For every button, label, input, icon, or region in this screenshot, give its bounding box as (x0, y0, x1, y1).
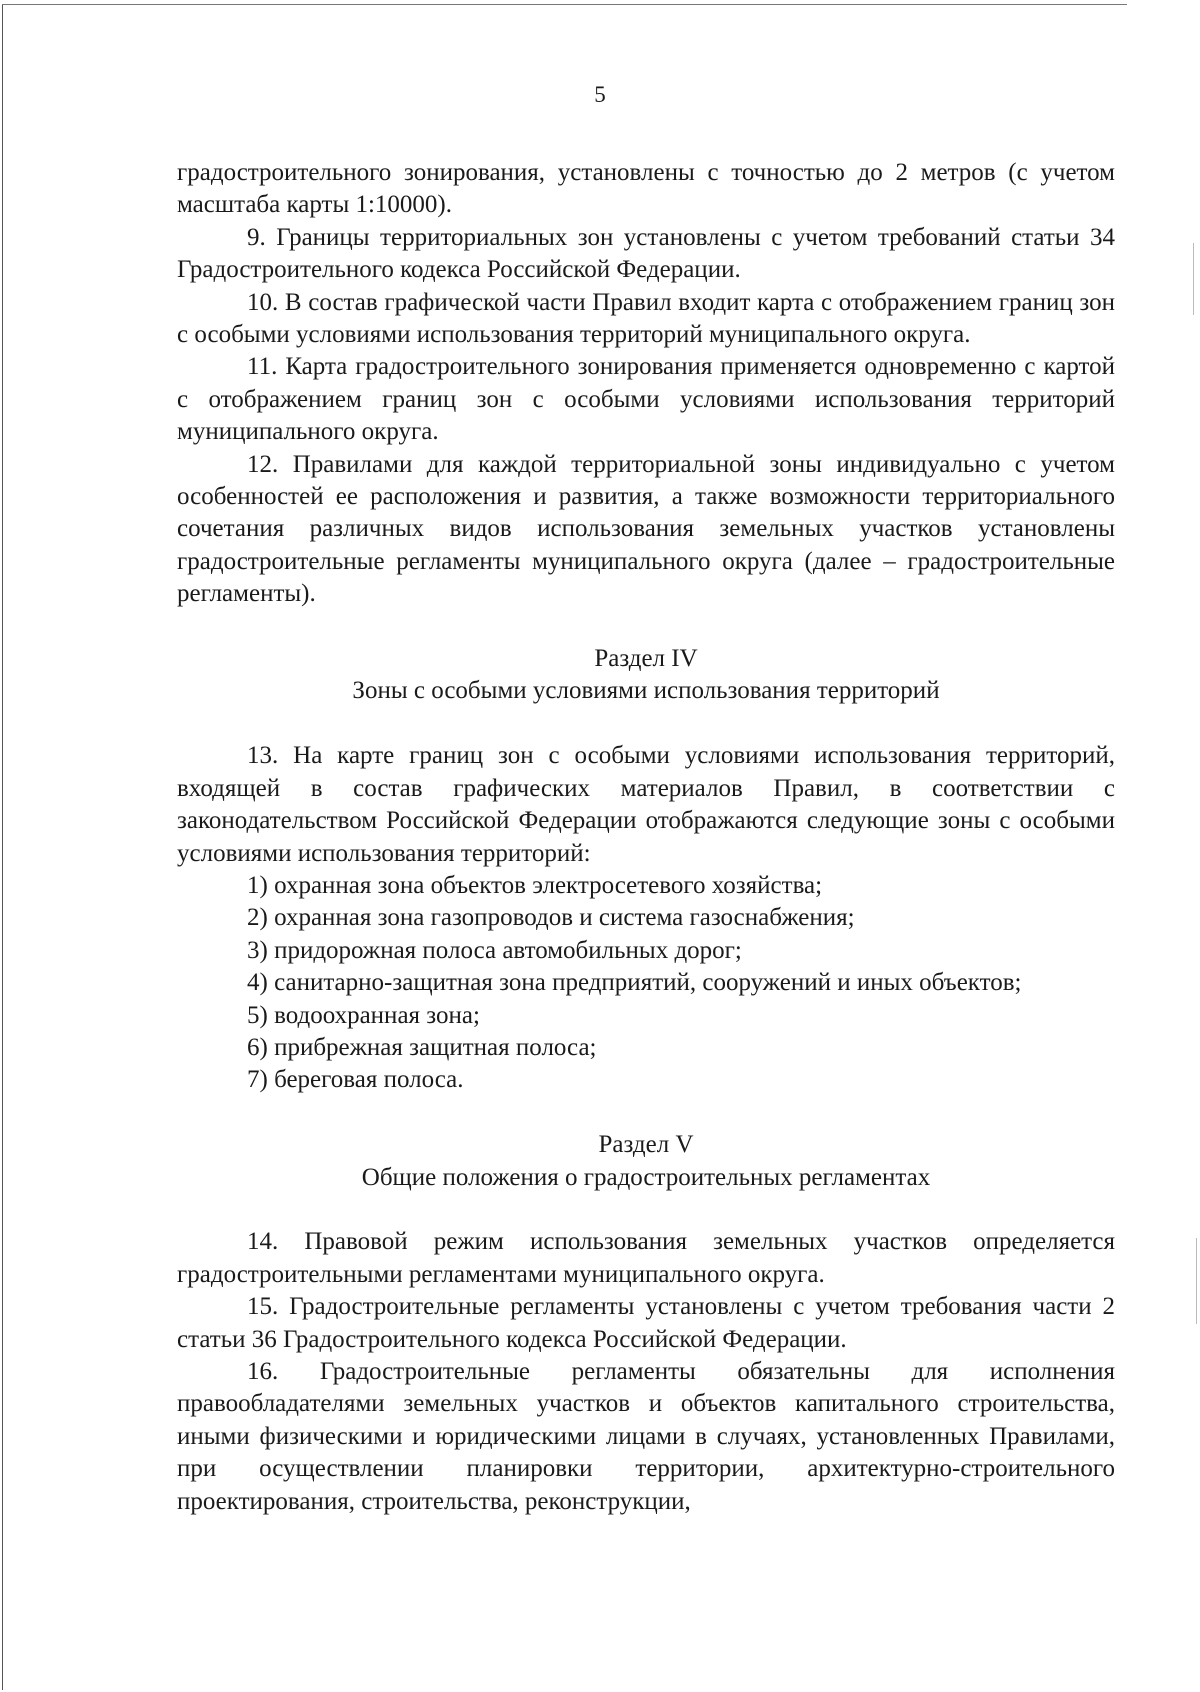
scan-edge-top (2, 4, 1127, 5)
list-item: 3) придорожная полоса автомобильных дорог; (247, 936, 742, 964)
paragraph-10: 10. В состав графической части Правил входит карта с отображением границ зон с особыми условиями использования территорий муниципального округа. (177, 288, 1115, 349)
page-number: 5 (594, 82, 606, 107)
paragraph-9: 9. Границы территориальных зон установлены с учетом требований статьи 34 Градостроительного кодекса Российской Федерации. (177, 223, 1115, 284)
section-4-label: Раздел IV (594, 645, 698, 673)
list-item: 2) охранная зона газопроводов и система газоснабжения; (247, 904, 855, 932)
section-5-title: Общие положения о градостроительных регламентах (361, 1163, 931, 1191)
section-4-title: Зоны с особыми условиями использования территорий (352, 677, 940, 705)
paragraph-15: 15. Градостроительные регламенты установлены с учетом требования части 2 статьи 36 Градостроительного кодекса Российской Федерации. (177, 1293, 1115, 1353)
paragraph-12: 12. Правилами для каждой территориальной зоны индивидуально с учетом особенностей ее расположения и развития, а также возможности территориального сочетания различных видов использования земельных участков установлены градостроительные регламенты муниципального округа (далее – градостроительные регламенты). (177, 450, 1115, 608)
paragraph-13: 13. На карте границ зон с особыми условиями использования территорий, входящей в состав графических материалов Правил, в соответствии с законодательством Российской Федерации отображаются следующие зоны с особыми условиями использования территорий: (177, 742, 1115, 867)
document-body (177, 157, 1115, 1518)
scan-mark (1196, 1238, 1197, 1324)
paragraph-11: 11. Карта градостроительного зонирования применяется одновременно с картой с отображением границ зон с особыми условиями использования территорий муниципального округа. (177, 353, 1115, 446)
list-item: 6) прибрежная защитная полоса; (247, 1033, 597, 1061)
paragraph-16: 16. Градостроительные регламенты обязательны для исполнения правообладателями земельных участков и объектов капитального строительства, иными физическими и юридическими лицами в случаях, установленных Правилами, при осуществлении планировки территории, архитектурно-строительного проектирования, строительства, реконструкции, (177, 1357, 1115, 1515)
list-item: 4) санитарно-защитная зона предприятий, сооружений и иных объектов; (247, 969, 1022, 997)
section-5-label: Раздел V (598, 1131, 694, 1159)
list-item: 5) водоохранная зона; (247, 1001, 480, 1029)
paragraph-14: 14. Правовой режим использования земельных участков определяется градостроительными регламентами муниципального округа. (177, 1228, 1115, 1288)
list-item: 7) береговая полоса. (247, 1066, 464, 1094)
scan-mark (1193, 243, 1194, 315)
scan-edge-left (2, 4, 3, 1690)
list-item: 1) охранная зона объектов электросетевого хозяйства; (247, 871, 823, 899)
paragraph-continued: градостроительного зонирования, установлены с точностью до 2 метров (с учетом масштаба карты 1:10000). (177, 159, 1115, 219)
